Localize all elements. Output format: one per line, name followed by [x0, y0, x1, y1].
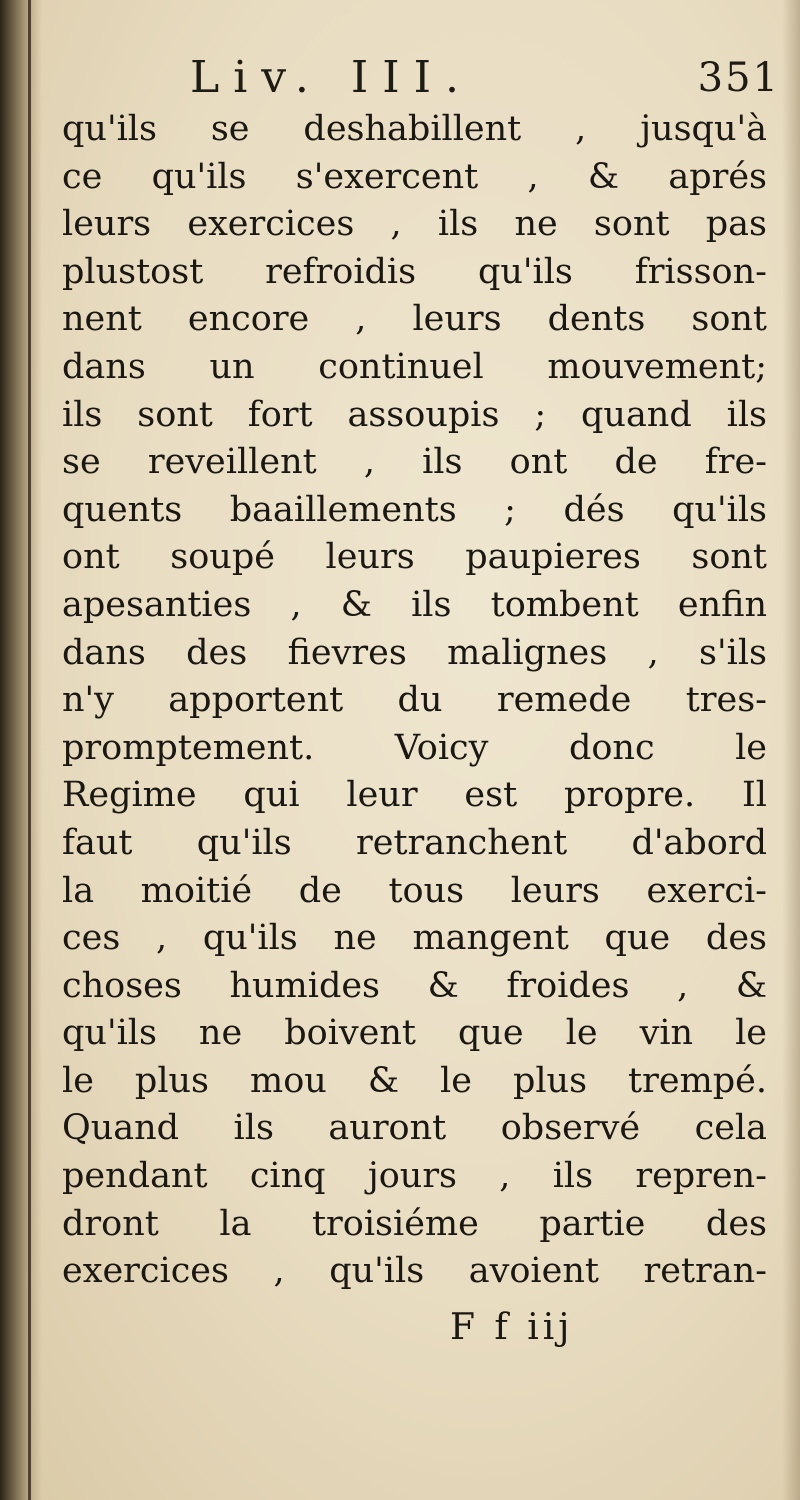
- page-edge-shadow: [782, 0, 800, 1500]
- text-line: ils sont fort assoupis ; quand ils: [62, 394, 767, 435]
- text-line: dans un continuel mouvement;: [62, 346, 767, 387]
- text-line: se reveillent , ils ont de fre-: [62, 442, 767, 483]
- text-line: plustost refroidis qu'ils frisson-: [62, 251, 767, 292]
- text-line: qu'ils se deshabillent , jusqu'à: [62, 109, 767, 149]
- text-line: exercices , qu'ils avoient retran-: [62, 1251, 767, 1292]
- body-text: [62, 106, 767, 1296]
- text-line: ces , qu'ils ne mangent que des: [62, 918, 767, 959]
- text-line: Regime qui leur est propre. Il: [62, 775, 767, 816]
- text-line: pendant cinq jours , ils repren-: [62, 1156, 767, 1197]
- text-line: ont soupé leurs paupieres sont: [62, 537, 767, 578]
- text-line: faut qu'ils retranchent d'abord: [62, 822, 767, 863]
- text-line: leurs exercices , ils ne sont pas: [62, 204, 767, 245]
- page-header: [190, 48, 780, 108]
- text-line: promptement. Voicy donc le: [62, 727, 767, 768]
- page-number: 351: [697, 55, 780, 101]
- text-line: apesanties , & ils tombent enfin: [62, 584, 767, 625]
- binding-gutter: [0, 0, 42, 1500]
- text-line: Quand ils auront observé cela: [62, 1108, 767, 1149]
- text-line: dront la troisiéme partie des: [62, 1203, 767, 1244]
- text-line: quents baaillements ; dés qu'ils: [62, 489, 767, 530]
- text-line: choses humides & froides , &: [62, 965, 767, 1006]
- text-line: ce qu'ils s'exercent , & aprés: [62, 156, 767, 197]
- signature-mark: F f iij: [450, 1307, 574, 1348]
- text-line: qu'ils ne boivent que le vin le: [62, 1013, 767, 1054]
- text-line: le plus mou & le plus trempé.: [62, 1060, 767, 1101]
- binding-edge: [28, 0, 31, 1500]
- text-line: nent encore , leurs dents sont: [62, 299, 767, 340]
- running-head: Liv. III.: [190, 52, 474, 103]
- text-line: la moitié de tous leurs exerci-: [62, 870, 767, 911]
- text-line: n'y apportent du remede tres-: [62, 680, 767, 721]
- text-line: dans des fievres malignes , s'ils: [62, 632, 767, 673]
